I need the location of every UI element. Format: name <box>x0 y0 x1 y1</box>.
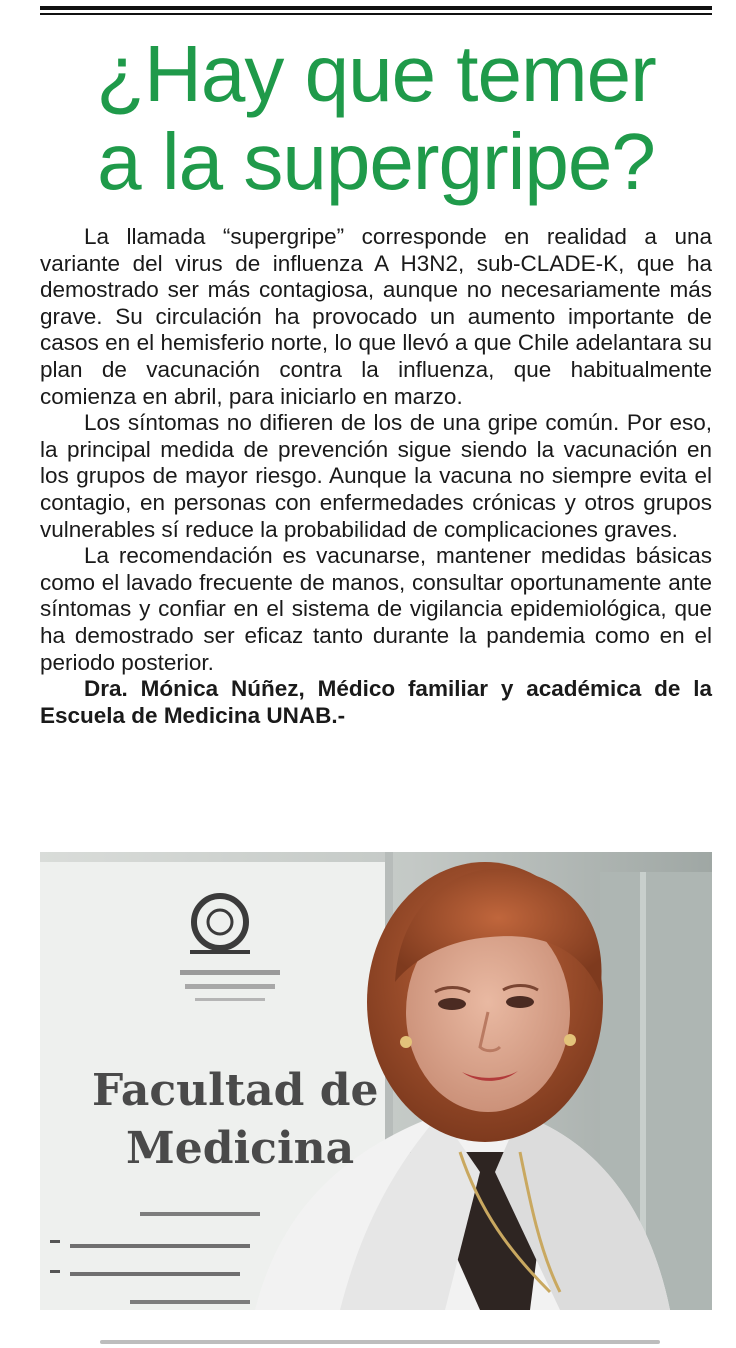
article-headline <box>40 30 712 206</box>
top-rule-thin <box>40 13 712 15</box>
portrait-photo <box>40 852 712 1310</box>
sign-lettering <box>92 1062 379 1178</box>
sign-line-2: Medicina <box>126 1123 355 1174</box>
headline-line-1: ¿Hay que temer <box>96 29 656 118</box>
article-body <box>40 224 712 729</box>
sign-line-1: Facultad de <box>92 1065 379 1116</box>
bottom-divider <box>100 1340 660 1344</box>
paragraph-2: Los síntomas no difieren de los de una gripe común. Por eso, la principal medida de prevención sigue siendo la vacunación en los grupos de mayor riesgo. Aunque la vacuna no siempre evita el contagio, en personas con enfermedades crónicas y otros grupos vulnerables sí reduce la probabilidad de complicaciones graves. <box>40 410 712 542</box>
top-rule <box>40 6 712 10</box>
author-byline: Dra. Mónica Núñez, Médico familiar y académica de la Escuela de Medicina UNAB.- <box>40 676 712 728</box>
headline-line-2: a la supergripe? <box>97 117 655 206</box>
paragraph-3: La recomendación es vacunarse, mantener medidas básicas como el lavado frecuente de manos, consultar oportunamente ante síntomas y confiar en el sistema de vigilancia epidemiológica, que ha demostrado ser eficaz tanto durante la pandemia como en el periodo posterior. <box>40 543 712 675</box>
paragraph-1: La llamada “supergripe” corresponde en realidad a una variante del virus de influenza A H3N2, sub-CLADE-K, que ha demostrado ser más contagiosa, aunque no necesariamente más grave. Su circulación ha provocado un aumento importante de casos en el hemisferio norte, lo que llevó a que Chile adelantara su plan de vacunación contra la influenza, que habitualmente comienza en abril, para iniciarlo en marzo. <box>40 224 712 409</box>
